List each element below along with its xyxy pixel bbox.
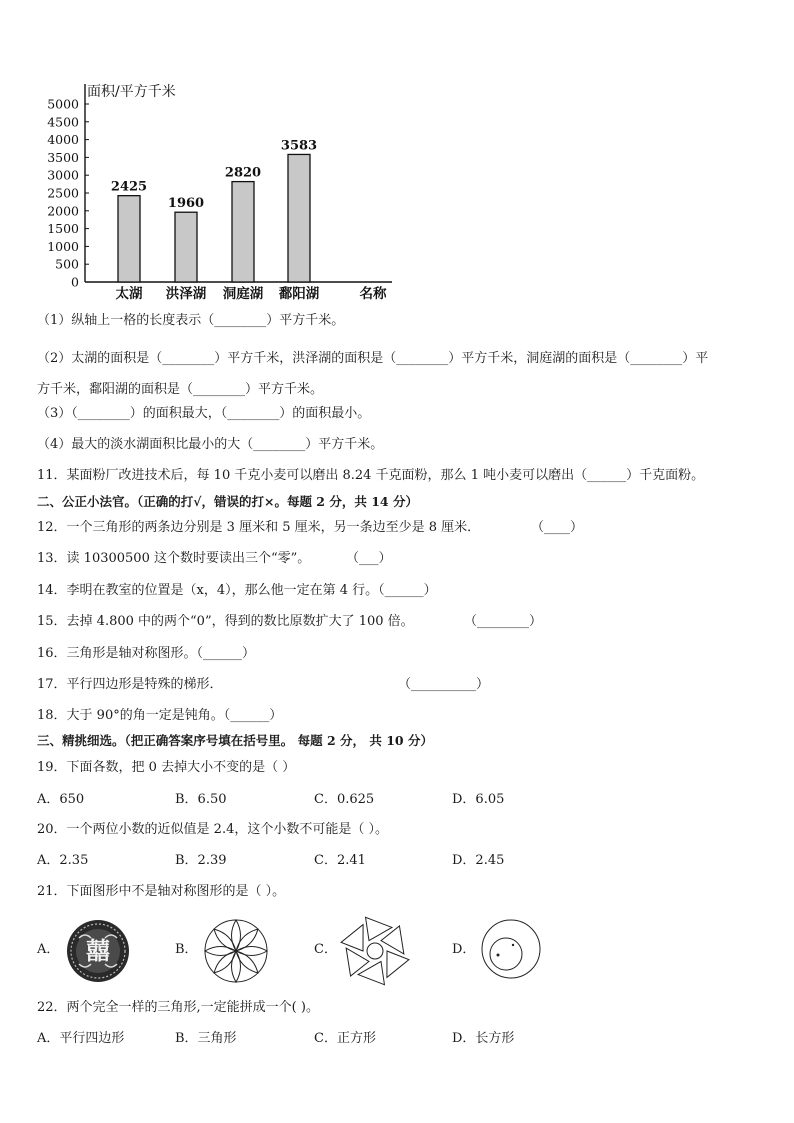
q21-option-b-label[interactable]: B． — [175, 942, 198, 957]
section-2-heading: 二、公正小法官。（正确的打√，错误的打×。每题 2 分，共 14 分） — [37, 494, 418, 509]
question-12-text: 12．一个三角形的两条边分别是 3 厘米和 5 厘米，另一条边至少是 8 厘米． — [37, 520, 481, 535]
section-3-heading: 三、精挑细选。（把正确答案序号填在括号里。 每题 2 分， 共 10 分） — [37, 733, 433, 748]
y-tick-label: 1000 — [47, 238, 79, 254]
flower-petal — [232, 920, 241, 951]
question-13-answer-blank[interactable]: （___） — [346, 551, 392, 566]
y-axis-label: 面积/平方千米 — [87, 84, 176, 100]
flower-petal — [236, 929, 258, 951]
question-14: 14．李明在教室的位置是（x，4），那么他一定在第 4 行。（______） — [37, 583, 437, 598]
question-13-text: 13．读 10300500 这个数时要读出三个“零”。 — [37, 551, 311, 566]
q22-option-c[interactable]: C．正方形 — [314, 1031, 376, 1046]
x-category-label: 鄱阳湖 — [278, 286, 320, 302]
q22-option-a[interactable]: A．平行四边形 — [37, 1031, 125, 1046]
q21-option-b-flower-image[interactable] — [202, 917, 270, 985]
y-tick-label: 3000 — [47, 167, 79, 183]
q19-option-c[interactable]: C．0.625 — [314, 792, 375, 807]
y-tick-label: 4000 — [47, 132, 79, 148]
q22-option-b[interactable]: B．三角形 — [175, 1031, 237, 1046]
q21-option-a-label[interactable]: A． — [37, 942, 60, 957]
y-tick-label: 0 — [71, 274, 79, 290]
q21-option-c-label[interactable]: C． — [314, 942, 337, 957]
question-17 — [37, 676, 223, 694]
x-category-label: 洞庭湖 — [222, 286, 264, 302]
y-tick-label: 2000 — [47, 203, 79, 219]
y-tick-label: 5000 — [47, 96, 79, 112]
q20-option-a[interactable]: A．2.35 — [37, 853, 89, 868]
bar-2 — [175, 212, 197, 282]
x-axis-label: 名称 — [359, 286, 387, 302]
q19-option-d[interactable]: D．6.05 — [452, 792, 505, 807]
question-17-answer-blank[interactable]: （__________） — [398, 677, 490, 692]
q10-part2 — [37, 343, 762, 405]
question-19: 19．下面各数，把 0 去掉大小不变的是（ ） — [37, 760, 296, 775]
pinwheel-blade — [341, 925, 363, 951]
q21-option-d-circles-image[interactable] — [479, 917, 543, 981]
question-15-answer-blank[interactable]: （________） — [464, 614, 543, 629]
question-12 — [37, 519, 480, 537]
x-category-label: 太湖 — [115, 286, 143, 302]
question-17-text: 17．平行四边形是特殊的梯形． — [37, 677, 223, 692]
question-11: 11．某面粉厂改进技术后，每 10 千克小麦可以磨出 8.24 千克面粉，那么 1 吨小麦可以磨出（______）千克面粉。 — [37, 468, 705, 483]
question-18: 18．大于 90°的角一定是钝角。（______） — [37, 708, 283, 723]
question-12-answer-blank[interactable]: （____） — [531, 520, 584, 535]
flower-petal — [214, 929, 236, 951]
q10-part2-line2: 方千米，鄱阳湖的面积是（________）平方千米。 — [37, 382, 324, 397]
q21-option-a-emblem-image[interactable] — [65, 918, 131, 984]
bar-1 — [118, 196, 140, 282]
y-tick-label: 500 — [55, 256, 79, 272]
x-category-label: 洪泽湖 — [165, 286, 207, 302]
question-15-text: 15．去掉 4.800 中的两个“0”，得到的数比原数扩大了 100 倍。 — [37, 614, 414, 629]
question-21: 21．下面图形中不是轴对称图形的是（ ）。 — [37, 884, 286, 899]
bar-3 — [232, 182, 254, 282]
flower-petal — [205, 947, 236, 956]
double-happiness-glyph: 囍 — [86, 936, 110, 965]
q10-part1: （1）纵轴上一格的长度表示（________）平方千米。 — [37, 313, 345, 328]
pinwheel-blade — [387, 951, 409, 977]
bar-4 — [288, 154, 310, 282]
q19-option-a[interactable]: A．650 — [37, 792, 85, 807]
flower-petal — [232, 951, 241, 982]
y-tick-label: 3500 — [47, 149, 79, 165]
q20-option-d[interactable]: D．2.45 — [452, 853, 505, 868]
flower-petal — [236, 947, 267, 956]
bar-value-label: 2820 — [224, 165, 262, 181]
q21-option-d-label[interactable]: D． — [452, 942, 476, 957]
q10-part4: （4）最大的淡水湖面积比最小的大（________）平方千米。 — [37, 437, 384, 452]
y-tick-label: 4500 — [47, 114, 79, 130]
lake-area-bar-chart — [0, 0, 794, 305]
q22-option-d[interactable]: D．长方形 — [452, 1031, 515, 1046]
y-tick-label: 2500 — [47, 185, 79, 201]
q20-option-c[interactable]: C．2.41 — [314, 853, 366, 868]
flower-petal — [236, 951, 258, 973]
flower-petal — [214, 951, 236, 973]
question-22: 22．两个完全一样的三角形,一定能拼成一个( )。 — [37, 1000, 319, 1015]
bar-value-label: 2425 — [110, 179, 148, 195]
q21-option-c-pinwheel-image[interactable] — [338, 914, 412, 988]
q19-option-b[interactable]: B．6.50 — [175, 792, 227, 807]
q10-part3: （3）（________）的面积最大，（________）的面积最小。 — [37, 406, 371, 421]
q10-part2-line1: （2）太湖的面积是（________）平方千米，洪泽湖的面积是（________）平方千米，洞庭湖的面积是（________）平 — [37, 351, 709, 366]
question-20: 20．一个两位小数的近似值是 2.4，这个小数不可能是（ ）。 — [37, 822, 388, 837]
question-15 — [37, 613, 414, 631]
question-16: 16．三角形是轴对称图形。（______） — [37, 646, 256, 661]
bar-value-label: 1960 — [167, 196, 205, 212]
y-tick-label: 1500 — [47, 221, 79, 237]
question-13 — [37, 550, 310, 568]
bar-value-label: 3583 — [280, 138, 318, 154]
q20-option-b[interactable]: B．2.39 — [175, 853, 227, 868]
